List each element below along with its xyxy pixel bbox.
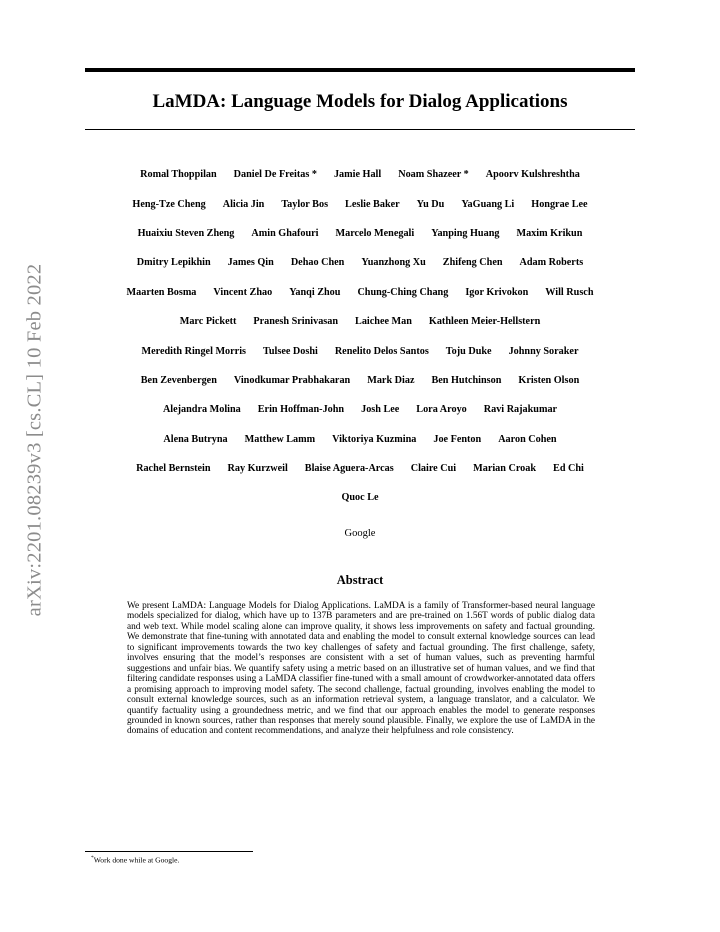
footnote-rule: [85, 851, 253, 852]
author-name: Ravi Rajakumar: [483, 404, 558, 416]
author-name: Daniel De Freitas *: [233, 169, 317, 181]
footnote: [91, 855, 179, 865]
author-line: [85, 189, 635, 218]
author-name: Marcelo Menegali: [335, 227, 415, 239]
author-name: Quoc Le: [341, 492, 379, 504]
author-line: [85, 219, 635, 248]
author-name: Amin Ghafouri: [251, 227, 319, 239]
author-name: Will Rusch: [545, 286, 594, 298]
author-name: Yuanzhong Xu: [361, 257, 426, 269]
author-line: [85, 454, 635, 483]
author-name: Yanping Huang: [431, 227, 500, 239]
abstract-body: We present LaMDA: Language Models for Dialog Applications. LaMDA is a family of Transformer-based neural language models specialized for dialog, which have up to 137B parameters and are pre-trained on 1.56T words of public dialog data and web text. While model scaling alone can improve quality, it shows less improvements on safety and factual grounding. We demonstrate that fine-tuning with annotated data and enabling the model to consult external knowledge sources can lead to significant improvements towards the two key challenges of safety and factual grounding. The first challenge, safety, involves ensuring that the model’s responses are consistent with a set of human values, such as preventing harmful suggestions and unfair bias. We quantify safety using a metric based on an illustrative set of human values, and we find that filtering candidate responses using a LaMDA classifier fine-tuned with a small amount of crowdworker-annotated data offers a promising approach to improving model safety. The second challenge, factual grounding, involves enabling the model to consult external knowledge sources, such as an information retrieval system, a language translator, and a calculator. We quantify factuality using a groundedness metric, and we find that our approach enables the model to generate responses grounded in known sources, rather than responses that merely sound plausible. Finally, we explore the use of LaMDA in the domains of education and content recommendations, and analyze their helpfulness and role consistency.: [127, 601, 595, 737]
author-name: Adam Roberts: [519, 257, 584, 269]
author-name: Yanqi Zhou: [289, 286, 341, 298]
author-line: [85, 248, 635, 277]
author-line: [85, 483, 635, 512]
author-name: Meredith Ringel Morris: [141, 345, 246, 357]
author-name: Yu Du: [416, 198, 445, 210]
author-line: [85, 307, 635, 336]
author-name: Tulsee Doshi: [263, 345, 318, 357]
author-name: Matthew Lamm: [244, 433, 316, 445]
author-name: Hongrae Lee: [531, 198, 588, 210]
author-line: [85, 160, 635, 189]
footnote-text: Work done while at Google.: [93, 855, 180, 865]
author-line: [85, 336, 635, 365]
author-name: Marc Pickett: [179, 316, 237, 328]
abstract-heading: Abstract: [336, 573, 384, 587]
author-name: YaGuang Li: [461, 198, 515, 210]
author-name: Maarten Bosma: [126, 286, 197, 298]
author-name: Marian Croak: [473, 463, 537, 475]
author-name: Toju Duke: [445, 345, 492, 357]
author-name: Ben Hutchinson: [431, 374, 502, 386]
author-line: [85, 366, 635, 395]
author-name: Jamie Hall: [333, 169, 382, 181]
affiliation: Google: [344, 528, 376, 539]
author-name: Ben Zevenbergen: [140, 374, 217, 386]
author-name: Josh Lee: [361, 404, 400, 416]
author-name: Claire Cui: [410, 463, 457, 475]
author-name: Pranesh Srinivasan: [253, 316, 339, 328]
author-name: Lora Aroyo: [416, 404, 467, 416]
author-name: Kristen Olson: [518, 374, 580, 386]
author-name: Alicia Jin: [222, 198, 265, 210]
author-name: Noam Shazeer *: [398, 169, 469, 181]
author-name: Taylor Bos: [281, 198, 329, 210]
author-name: Vincent Zhao: [213, 286, 273, 298]
author-name: Ray Kurzweil: [227, 463, 288, 475]
author-name: Maxim Krikun: [516, 227, 583, 239]
title-bottom-rule: [85, 129, 635, 130]
author-name: Huaixiu Steven Zheng: [137, 227, 235, 239]
author-line: [85, 278, 635, 307]
author-name: Ed Chi: [553, 463, 584, 475]
author-name: Erin Hoffman-John: [257, 404, 345, 416]
title-top-rule: [85, 68, 635, 72]
author-name: Joe Fenton: [433, 433, 482, 445]
author-name: Laichee Man: [355, 316, 412, 328]
author-name: Vinodkumar Prabhakaran: [233, 374, 351, 386]
author-name: Mark Diaz: [367, 374, 415, 386]
author-name: Alena Butryna: [163, 433, 228, 445]
author-name: Renelito Delos Santos: [334, 345, 429, 357]
author-name: Kathleen Meier-Hellstern: [428, 316, 541, 328]
author-name: Dmitry Lepikhin: [136, 257, 211, 269]
author-line: [85, 425, 635, 454]
arxiv-stamp-text: arXiv:2201.08239v3 [cs.CL] 10 Feb 2022: [23, 263, 46, 617]
author-name: Viktoriya Kuzmina: [332, 433, 417, 445]
author-name: Apoorv Kulshreshtha: [485, 169, 580, 181]
author-name: Chung-Ching Chang: [357, 286, 449, 298]
author-line: [85, 395, 635, 424]
footnote-marker: *: [91, 855, 94, 861]
author-name: Aaron Cohen: [498, 433, 557, 445]
author-name: Alejandra Molina: [162, 404, 241, 416]
author-name: Dehao Chen: [290, 257, 345, 269]
author-name: Heng-Tze Cheng: [132, 198, 206, 210]
author-name: Johnny Soraker: [508, 345, 579, 357]
author-name: Rachel Bernstein: [136, 463, 211, 475]
paper-title: LaMDA: Language Models for Dialog Applications: [152, 91, 568, 112]
author-name: Igor Krivokon: [465, 286, 529, 298]
author-name: Zhifeng Chen: [442, 257, 503, 269]
author-name: Romal Thoppilan: [140, 169, 217, 181]
author-list: [85, 160, 635, 513]
author-name: Leslie Baker: [345, 198, 400, 210]
author-name: Blaise Aguera-Arcas: [304, 463, 394, 475]
author-name: James Qin: [227, 257, 274, 269]
